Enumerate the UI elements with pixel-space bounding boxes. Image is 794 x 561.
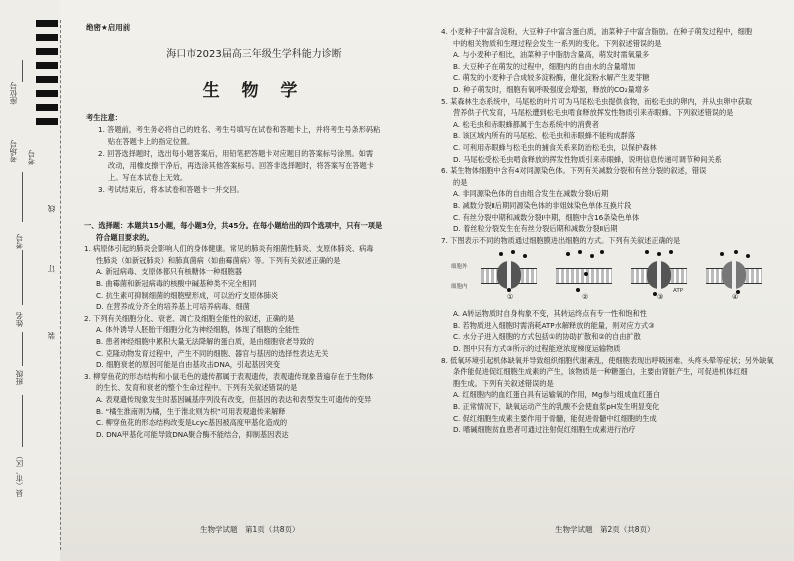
q7-option-a: A. A转运物质时自身构象不变，其转运终点有专一性和饱和性 <box>453 309 647 319</box>
seal-char-line: 线 <box>47 205 56 213</box>
q8-stem-cont: 胞生成。下列有关叙述错误的是 <box>453 378 554 388</box>
membrane <box>556 268 612 284</box>
q4-option-b: B. 大豆种子在萌发的过程中，细胞内的自由水的含量增加 <box>453 61 636 71</box>
q1-option-a: A. 新冠病毒、支原体都只有核糖体一种细胞器 <box>96 267 242 277</box>
q8-option-b: B. 正常情况下，缺氧运动产生的乳酸不会使血浆pH发生明显变化 <box>453 402 660 412</box>
name-line <box>22 250 23 305</box>
q8-stem-cont: 条件能促进促红细胞生成素的产生，该物质是一种糖蛋白，主要由肾脏产生，可促进机体红细 <box>453 367 748 377</box>
binding-stripe <box>36 90 58 97</box>
secret-mark: 绝密★启用前 <box>86 23 131 32</box>
mode-number: ② <box>582 293 589 302</box>
transport-mode-2 <box>556 248 616 304</box>
mode-number: ① <box>507 293 514 302</box>
q5-option-d: D. 马尾松受松毛虫啃食释放的挥发性物质引来赤眼蜂，说明信息传递可调节种间关系 <box>453 154 722 164</box>
q1-option-d: D. 在营养成分齐全的培养基上可培养病毒、细菌 <box>96 302 250 312</box>
q3-option-b: B. “橘生淮南则为橘，生于淮北则为枳”可用表观遗传来解释 <box>96 406 286 416</box>
molecule <box>600 250 604 254</box>
q1-stem-cont: 性肺炎（如新冠肺炎）和肺真菌病（如曲霉菌病）等。下列有关叙述正确的是 <box>96 255 341 265</box>
q5-stem: 5. 某森林生态系统中，马尾松的叶片可为马尾松毛虫提供食物，而松毛虫的卵内，并从虫卵中获取 <box>441 96 753 106</box>
right-questions <box>441 26 783 436</box>
q3-option-a: A. 表观遗传现象发生时基因碱基序列没有改变，但基因的表达和表型发生可遗传的变异 <box>96 394 372 404</box>
binding-stripe <box>36 48 58 55</box>
q1-stem: 1. 病原体引起的肺炎会影响人们的身体健康。常见的肺炎有细菌性肺炎、支原体肺炎、病毒 <box>84 244 374 254</box>
q8-option-c: C. 促红细胞生成素主要作用于骨髓，能促进骨髓中红细胞的生成 <box>453 413 657 423</box>
molecule <box>578 250 582 254</box>
seat-line <box>22 60 23 82</box>
q6-option-c: C. 有丝分裂中期和减数分裂Ⅰ中期，细胞中含16条染色单体 <box>453 212 640 222</box>
county-label: 县（市、区） <box>15 452 24 497</box>
molecule <box>746 254 750 258</box>
notice-line: 1. 答题前，考生务必将自己的姓名、考生号填写在试卷和答题卡上，并将考生号条形码粘 <box>98 125 381 134</box>
molecule <box>566 252 570 256</box>
q2-option-a: A. 体外诱导人胚胎干细胞分化为神经细胞，体现了细胞的全能性 <box>96 325 300 335</box>
subject-title: 生 物 学 <box>202 81 306 101</box>
q1-option-b: B. 曲霉菌和新冠病毒的核酸中碱基种类不完全相同 <box>96 278 257 288</box>
channel-protein <box>722 261 746 289</box>
q5-option-b: B. 该区域内所有的马尾松、松毛虫和赤眼蜂不能构成群落 <box>453 131 636 141</box>
binding-stripe <box>36 20 58 27</box>
q6-option-a: A. 非同源染色体的自由组合发生在减数分裂Ⅰ后期 <box>453 189 609 199</box>
q8-stem: 8. 低氧环境引起机体缺氧并导致组织细胞代谢紊乱，使细胞表现出呼吸困难、头疼头晕等症状；另外缺氧 <box>441 355 774 365</box>
q4-stem-cont: 中的相关物质和生理过程会发生一系列的变化。下列叙述错误的是 <box>453 38 662 48</box>
q4-stem: 4. 小麦种子中富含淀粉，大豆种子中富含蛋白质，油菜种子中富含脂肪。在种子萌发过程中，细胞 <box>441 27 753 36</box>
exam-title: 海口市2023届高三年级生学科能力诊断 <box>166 49 342 60</box>
seat-label: 座位号 <box>9 82 18 105</box>
q6-stem-cont: 的是 <box>453 177 468 187</box>
notice-block <box>86 112 416 196</box>
q2-option-b: B. 患者神经细胞中累积大量无法降解的蛋白质，是由细胞衰老导致的 <box>96 336 314 346</box>
notice-heading: 考生注意： <box>86 113 122 122</box>
left-footer: 生物学试题 第1页（共8页） <box>200 525 300 534</box>
q6-option-d: D. 着丝粒分裂发生在有丝分裂后期和减数分裂Ⅱ后期 <box>453 224 618 234</box>
section-heading: 一、选择题：本题共15小题，每小题3分，共45分。在每小题给出的四个选项中，只有一项是 <box>84 221 383 230</box>
name-label: 姓名 <box>15 312 24 327</box>
binding-stripe <box>36 104 58 111</box>
q8-option-a: A. 红细胞内的血红蛋白具有运输氧的作用，Mg参与组成血红蛋白 <box>453 390 661 400</box>
notice-line: 2. 回答选择题时，选出每小题答案后，用铅笔把答题卡对应题目的答案标号涂黑。如需 <box>98 149 374 158</box>
q7-option-b: B. 若物质进入细胞时需消耗ATP水解释放的能量，则对应方式③ <box>453 320 655 330</box>
right-footer: 生物学试题 第2页（共8页） <box>555 525 655 534</box>
q2-option-c: C. 克隆动物发育过程中，产生不同的细胞、器官与基因的选择性表达无关 <box>96 348 329 358</box>
ticket-line <box>22 172 23 222</box>
notice-line: 3. 考试结束后，将本试卷和答题卡一并交回。 <box>98 185 244 194</box>
atp-label: ATP <box>673 288 684 295</box>
q3-stem: 3. 柳穿鱼花的形态结构和小鼠毛色的遗传都属于表观遗传，表观遗传现象普遍存在于生物体 <box>84 371 374 381</box>
molecule <box>720 252 724 256</box>
notice-line: 改动，用橡皮擦干净后，再选涂其他答案标号。回答非选择题时，将答案写在答题卡 <box>108 161 374 170</box>
left-questions <box>84 220 419 440</box>
inside-label: 细胞内 <box>451 284 468 291</box>
q3-option-c: C. 柳穿鱼花的形态结构改变是Lcyc基因被高度甲基化造成的 <box>96 418 288 428</box>
membrane-transport-figure <box>451 248 771 306</box>
class-label: 班级 <box>15 370 24 385</box>
exam-room-label: 考场号 <box>9 140 18 163</box>
molecule <box>576 288 580 292</box>
q4-option-a: A. 与小麦种子相比，油菜种子中脂肪含量高，萌发时需氧量多 <box>453 50 650 60</box>
molecule <box>499 252 503 256</box>
binding-margin <box>0 0 60 561</box>
q1-option-c: C. 抗生素可抑制细菌的细胞壁形成，可以治疗支原体肺炎 <box>96 290 279 300</box>
binding-stripe <box>36 76 58 83</box>
q5-stem-cont: 营养供子代发育，马尾松遭到松毛虫啃食释放挥发性物质引来赤眼蜂。下列叙述错误的是 <box>453 108 734 118</box>
ticket-label: 考号 <box>27 150 36 165</box>
molecule <box>734 250 738 254</box>
transport-mode-1 <box>451 248 541 304</box>
q5-option-c: C. 可利用赤眼蜂与松毛虫的捕食关系来防治松毛虫，以保护森林 <box>453 142 657 152</box>
binding-stripe <box>36 62 58 69</box>
binding-stripe <box>36 34 58 41</box>
transport-mode-3 <box>631 248 691 304</box>
q7-option-d: D. 图中只有方式③所示的过程能逆浓度梯度运输物质 <box>453 344 621 354</box>
q7-stem: 7. 下图表示不同的物质通过细胞膜进出细胞的方式。下列有关叙述正确的是 <box>441 235 681 245</box>
q3-stem-cont: 的生长、发育和衰老的整个生命过程中。下列有关叙述错误的是 <box>96 383 298 393</box>
seal-dash-line <box>60 20 61 550</box>
molecule <box>669 250 673 254</box>
q2-option-d: D. 细胞衰老的原因可能是自由基攻击DNA，引起基因突变 <box>96 360 281 370</box>
molecule <box>523 254 527 258</box>
q8-option-d: D. 嗜碱细胞贫血患者可通过注射促红细胞生成素进行治疗 <box>453 425 636 435</box>
q4-option-c: C. 萌发的小麦种子合成较多淀粉酶，催化淀粉水解产生麦芽糖 <box>453 73 650 83</box>
q6-stem: 6. 某生物体细胞中含有4对同源染色体。下列有关减数分裂和有丝分裂的叙述，错误 <box>441 166 707 176</box>
class-line <box>22 332 23 366</box>
class-code-label: 考号 <box>15 234 24 249</box>
notice-line: 贴在答题卡上的指定位置。 <box>108 137 195 146</box>
carrier-protein <box>497 261 521 289</box>
mode-number: ④ <box>732 293 739 302</box>
pump-protein <box>647 261 671 289</box>
molecule <box>590 254 594 258</box>
q6-option-b: B. 减数分裂Ⅱ后期同源染色体的非姐妹染色单体互换片段 <box>453 200 632 210</box>
q3-option-d: D. DNA甲基化可能导致DNA聚合酶不能结合，抑制基因表达 <box>96 429 289 439</box>
outside-label: 细胞外 <box>451 264 468 271</box>
mode-number: ③ <box>657 293 664 302</box>
seal-char-bind: 订 <box>47 265 56 273</box>
q4-option-d: D. 种子萌发时，细胞有氧呼吸强度会增强，释放的CO₂量增多 <box>453 84 650 94</box>
section-heading-cont: 符合题目要求的。 <box>96 232 154 242</box>
seal-char-pack: 装 <box>47 332 56 340</box>
q7-option-c: C. 水分子进入细胞的方式包括①的协助扩散和②的自由扩散 <box>453 332 641 342</box>
molecule <box>511 250 515 254</box>
molecule <box>645 250 649 254</box>
county-line <box>22 395 23 447</box>
transport-mode-4 <box>706 248 766 304</box>
binding-stripe <box>36 118 58 125</box>
notice-line: 上。写在本试卷上无效。 <box>108 173 188 182</box>
q2-stem: 2. 下列有关细胞分化、衰老、凋亡及细胞全能性的叙述，正确的是 <box>84 313 295 323</box>
q5-option-a: A. 松毛虫和赤眼蜂都属于生态系统中的消费者 <box>453 119 599 129</box>
molecule <box>657 252 661 256</box>
